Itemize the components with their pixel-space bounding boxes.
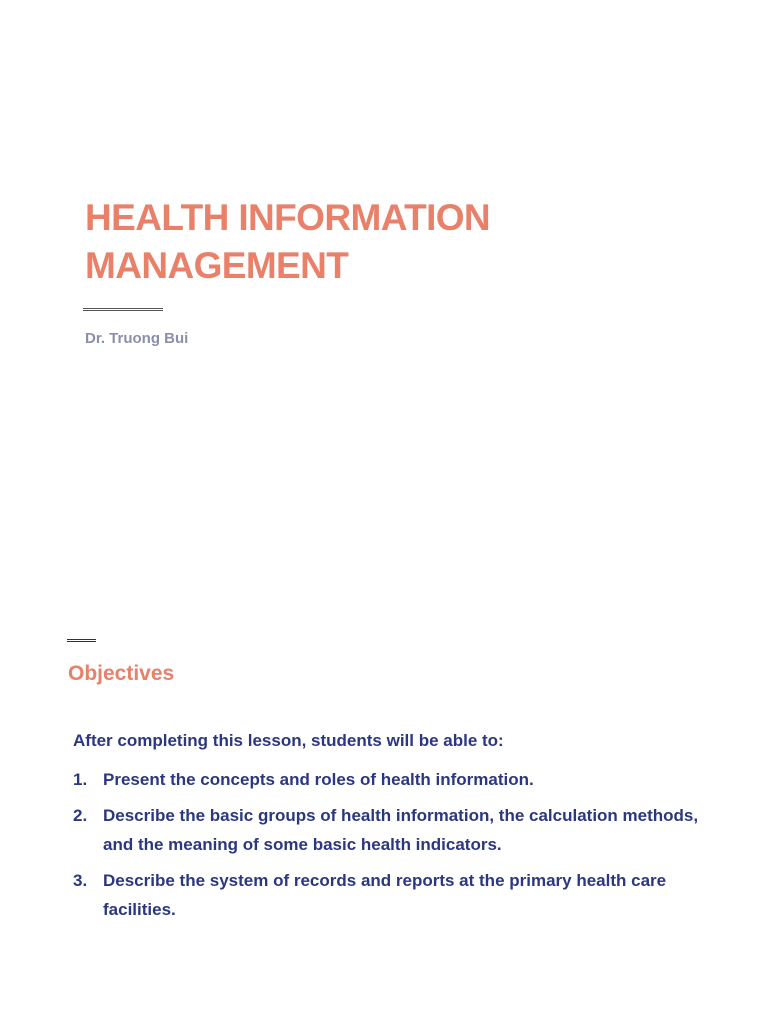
objective-text: Present the concepts and roles of health information.: [103, 770, 534, 789]
objective-text: Describe the basic groups of health information, the calculation methods, and the meaning of some basic health indicators.: [103, 806, 699, 854]
objectives-intro: After completing this lesson, students will be able to:: [73, 731, 504, 750]
document-title: [85, 194, 705, 290]
section-divider: [67, 639, 96, 642]
objectives-list: [73, 765, 713, 931]
objective-number: 1.: [73, 770, 88, 789]
objective-item-3: [73, 866, 713, 924]
objective-text: Describe the system of records and reports at the primary health care facilities.: [103, 871, 667, 919]
document-title-line-2: MANAGEMENT: [85, 245, 349, 286]
objective-number: 3.: [73, 871, 88, 890]
title-divider: [83, 308, 163, 311]
objective-item-2: [73, 801, 713, 859]
document-title-line-1: HEALTH INFORMATION: [85, 197, 491, 238]
objective-number: 2.: [73, 806, 88, 825]
objective-item-1: [73, 765, 713, 794]
objectives-heading: Objectives: [68, 662, 175, 685]
author-name: Dr. Truong Bui: [85, 330, 189, 347]
